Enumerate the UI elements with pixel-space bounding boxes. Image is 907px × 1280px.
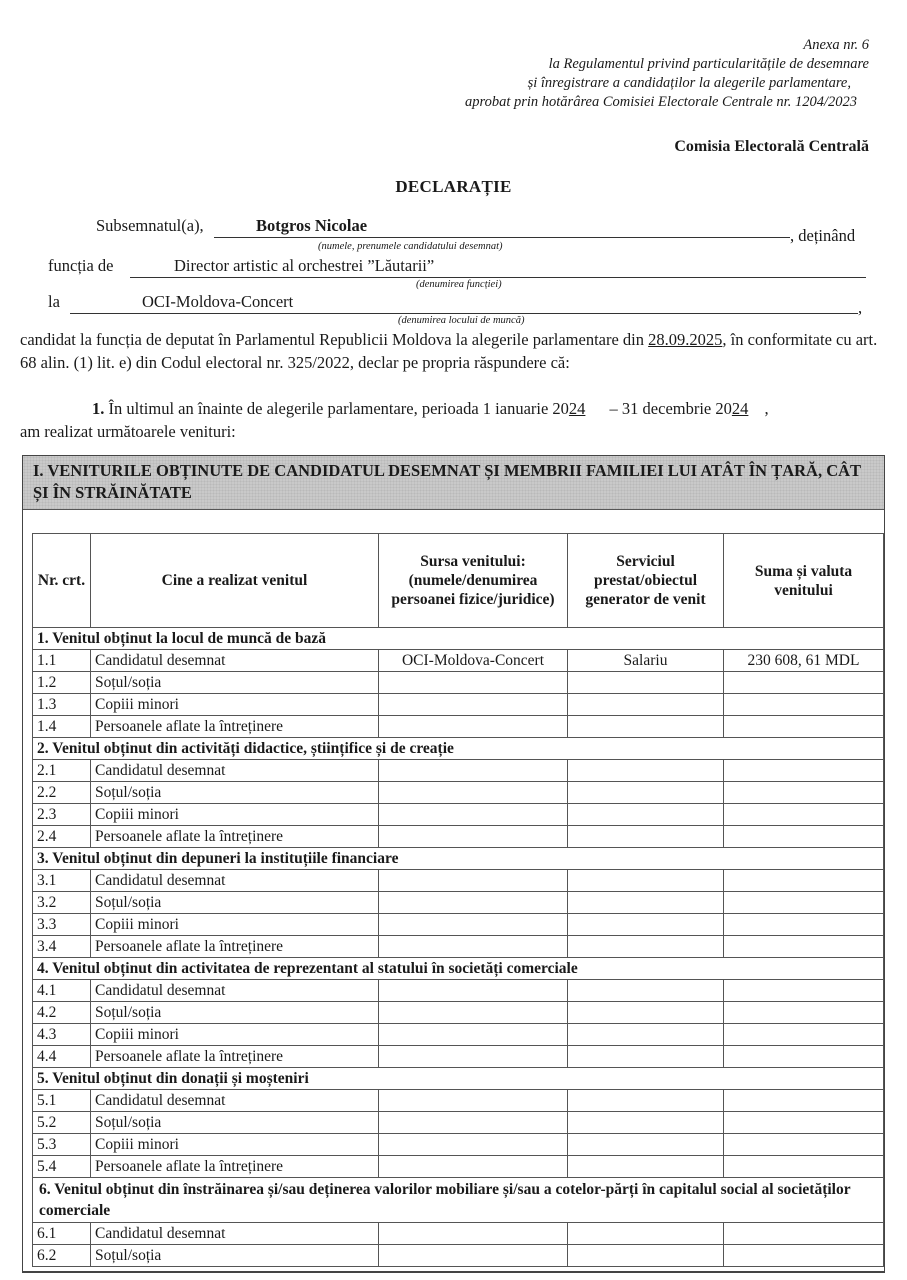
cell-source[interactable]	[379, 1024, 568, 1046]
income-section-title: I. VENITURILE OBȚINUTE DE CANDIDATUL DESEMNAT ȘI MEMBRII FAMILIEI LUI ATÂT ÎN ȚARĂ, CÂT ȘI ÎN STRĂINĂTATE	[23, 456, 884, 510]
cell-amount[interactable]	[724, 936, 884, 958]
row-number: 2.3	[33, 804, 91, 826]
cell-source[interactable]	[379, 804, 568, 826]
cell-service[interactable]	[568, 1090, 724, 1112]
name-suffix: , deținând	[790, 226, 856, 245]
row-number: 4.4	[33, 1046, 91, 1068]
cell-source[interactable]	[379, 1223, 568, 1245]
col-header-amount: Suma și valuta venitului	[724, 534, 884, 628]
row-who: Persoanele aflate la întreținere	[91, 936, 379, 958]
cell-amount[interactable]	[724, 870, 884, 892]
row-who: Candidatul desemnat	[91, 1090, 379, 1112]
row-number: 5.4	[33, 1156, 91, 1178]
annex-regulation-cont: și înregistrare a candidaților la alegerile parlamentare,	[527, 75, 851, 91]
cell-source[interactable]	[379, 1112, 568, 1134]
col-header-service: Serviciul prestat/obiectul generator de venit	[568, 534, 724, 628]
cell-service[interactable]	[568, 826, 724, 848]
cell-amount[interactable]	[724, 672, 884, 694]
row-who: Soțul/soția	[91, 892, 379, 914]
row-who: Candidatul desemnat	[91, 1223, 379, 1245]
cell-service[interactable]	[568, 980, 724, 1002]
statement-text-1: candidat la funcția de deputat în Parlamentul Republicii Moldova la alegerile parlamentare din	[20, 330, 649, 349]
row-number: 3.3	[33, 914, 91, 936]
annex-header	[465, 36, 869, 112]
workplace-suffix: ,	[858, 298, 863, 317]
section-row	[33, 1178, 884, 1223]
row-number: 3.1	[33, 870, 91, 892]
table-row	[33, 782, 884, 804]
cell-amount[interactable]	[724, 1134, 884, 1156]
workplace-hint: (denumirea locului de muncă)	[398, 315, 525, 326]
table-row	[33, 1046, 884, 1068]
point-number: 1.	[92, 399, 105, 418]
cell-amount[interactable]	[724, 914, 884, 936]
recipient: Comisia Electorală Centrală	[674, 138, 869, 155]
cell-source[interactable]	[379, 892, 568, 914]
statement-paragraph	[20, 328, 886, 374]
cell-service[interactable]	[568, 1156, 724, 1178]
row-who: Persoanele aflate la întreținere	[91, 1046, 379, 1068]
election-date: 28.09.2025	[648, 330, 723, 349]
row-who: Soțul/soția	[91, 1002, 379, 1024]
row-number: 1.1	[33, 650, 91, 672]
row-who: Copiii minori	[91, 1024, 379, 1046]
document-title: DECLARAȚIE	[395, 177, 512, 196]
income-table	[32, 533, 884, 1267]
cell-service[interactable]	[568, 1046, 724, 1068]
name-hint: (numele, prenumele candidatului desemnat)	[318, 241, 503, 252]
functia-hint: (denumirea funcției)	[416, 279, 502, 290]
row-who: Persoanele aflate la întreținere	[91, 1156, 379, 1178]
section-row	[33, 958, 884, 980]
section-row	[33, 1068, 884, 1090]
table-row	[33, 936, 884, 958]
row-number: 1.3	[33, 694, 91, 716]
row-number: 6.2	[33, 1245, 91, 1267]
cell-amount[interactable]: 230 608, 61 MDL	[724, 650, 884, 672]
cell-amount[interactable]	[724, 1024, 884, 1046]
table-row	[33, 1090, 884, 1112]
la-label: la	[48, 292, 60, 311]
cell-source[interactable]	[379, 694, 568, 716]
cell-service[interactable]	[568, 716, 724, 738]
table-row	[33, 980, 884, 1002]
table-row	[33, 1002, 884, 1024]
section-title: 6. Venitul obținut din înstrăinarea și/sau deținerea valorilor mobiliare și/sau a cotelor-părți în capitalul social al societăților comerciale	[33, 1178, 884, 1223]
cell-service[interactable]	[568, 1223, 724, 1245]
cell-service[interactable]	[568, 936, 724, 958]
row-who: Copiii minori	[91, 694, 379, 716]
table-row	[33, 1156, 884, 1178]
cell-service[interactable]	[568, 672, 724, 694]
row-who: Candidatul desemnat	[91, 760, 379, 782]
subsemnatul-label: Subsemnatul(a),	[96, 216, 204, 235]
cell-source[interactable]	[379, 1134, 568, 1156]
cell-service[interactable]	[568, 1134, 724, 1156]
section-row	[33, 628, 884, 650]
point-1-text-a: În ultimul an înainte de alegerile parlamentare, perioada 1 ianuarie 20	[104, 399, 569, 418]
cell-service[interactable]: Salariu	[568, 650, 724, 672]
cell-amount[interactable]	[724, 716, 884, 738]
cell-amount[interactable]	[724, 1156, 884, 1178]
functia-label: funcția de	[48, 256, 114, 275]
row-who: Candidatul desemnat	[91, 650, 379, 672]
section-title: 5. Venitul obținut din donații și moșteniri	[33, 1068, 884, 1090]
row-who: Soțul/soția	[91, 782, 379, 804]
table-row	[33, 672, 884, 694]
cell-amount[interactable]	[724, 760, 884, 782]
row-number: 1.2	[33, 672, 91, 694]
section-title: 4. Venitul obținut din activitatea de reprezentant al statului în societăți comerciale	[33, 958, 884, 980]
row-number: 5.1	[33, 1090, 91, 1112]
col-header-nr: Nr. crt.	[33, 534, 91, 628]
cell-amount[interactable]	[724, 804, 884, 826]
table-row	[33, 1223, 884, 1245]
cell-amount[interactable]	[724, 826, 884, 848]
row-number: 5.3	[33, 1134, 91, 1156]
table-header-row	[33, 534, 884, 628]
cell-source[interactable]	[379, 1046, 568, 1068]
table-row	[33, 1134, 884, 1156]
functia-field[interactable]: Director artistic al orchestrei ”Lăutarii”	[174, 256, 435, 275]
point-1-text-d: am realizat următoarele venituri:	[20, 422, 236, 441]
cell-source[interactable]	[379, 760, 568, 782]
table-row	[33, 1024, 884, 1046]
row-who: Soțul/soția	[91, 1112, 379, 1134]
point-1-text-c: ,	[760, 399, 769, 418]
row-number: 5.2	[33, 1112, 91, 1134]
row-who: Persoanele aflate la întreținere	[91, 826, 379, 848]
row-number: 4.2	[33, 1002, 91, 1024]
row-number: 2.4	[33, 826, 91, 848]
cell-source[interactable]	[379, 914, 568, 936]
table-row	[33, 826, 884, 848]
cell-source[interactable]	[379, 716, 568, 738]
cell-service[interactable]	[568, 804, 724, 826]
row-who: Copiii minori	[91, 804, 379, 826]
cell-source[interactable]	[379, 782, 568, 804]
cell-service[interactable]	[568, 1245, 724, 1267]
period-end-year[interactable]: 24	[731, 399, 749, 418]
row-number: 4.3	[33, 1024, 91, 1046]
cell-source[interactable]	[379, 672, 568, 694]
cell-amount[interactable]	[724, 1090, 884, 1112]
cell-source[interactable]	[379, 870, 568, 892]
table-row	[33, 1245, 884, 1267]
cell-service[interactable]	[568, 782, 724, 804]
col-header-source: Sursa venitului: (numele/denumirea persoanei fizice/juridice)	[379, 534, 568, 628]
row-number: 2.2	[33, 782, 91, 804]
cell-service[interactable]	[568, 870, 724, 892]
cell-amount[interactable]	[724, 1002, 884, 1024]
table-row	[33, 892, 884, 914]
cell-amount[interactable]	[724, 1046, 884, 1068]
cell-service[interactable]	[568, 1002, 724, 1024]
cell-service[interactable]	[568, 694, 724, 716]
cell-source[interactable]	[379, 1156, 568, 1178]
cell-amount[interactable]	[724, 1245, 884, 1267]
row-number: 6.1	[33, 1223, 91, 1245]
cell-amount[interactable]	[724, 1112, 884, 1134]
point-1-paragraph	[20, 397, 886, 443]
table-row	[33, 914, 884, 936]
workplace-field[interactable]: OCI-Moldova-Concert	[142, 292, 294, 311]
section-title: 3. Venitul obținut din depuneri la instituțiile financiare	[33, 848, 884, 870]
cell-source[interactable]	[379, 1090, 568, 1112]
row-number: 1.4	[33, 716, 91, 738]
cell-source[interactable]	[379, 826, 568, 848]
row-number: 3.4	[33, 936, 91, 958]
cell-source[interactable]	[379, 980, 568, 1002]
cell-source[interactable]	[379, 1245, 568, 1267]
table-row	[33, 760, 884, 782]
name-field[interactable]: Botgros Nicolae	[256, 216, 368, 235]
table-row	[33, 804, 884, 826]
row-number: 3.2	[33, 892, 91, 914]
col-header-who: Cine a realizat venitul	[91, 534, 379, 628]
annex-number: Anexa nr. 6	[803, 37, 869, 53]
row-who: Candidatul desemnat	[91, 870, 379, 892]
statement-text-2: , în conformitate cu art. 68 alin. (1) lit. e) din Codul electoral nr. 325/2022, declar pe propria răspundere că:	[20, 330, 878, 372]
row-number: 2.1	[33, 760, 91, 782]
period-start-year[interactable]: 24	[568, 399, 586, 418]
table-row	[33, 870, 884, 892]
row-who: Copiii minori	[91, 1134, 379, 1156]
cell-amount[interactable]	[724, 782, 884, 804]
section-row	[33, 848, 884, 870]
cell-service[interactable]	[568, 914, 724, 936]
row-who: Persoanele aflate la întreținere	[91, 716, 379, 738]
annex-regulation: la Regulamentul privind particularitățile de desemnare	[548, 56, 869, 72]
cell-service[interactable]	[568, 1024, 724, 1046]
cell-amount[interactable]	[724, 1223, 884, 1245]
row-who: Soțul/soția	[91, 672, 379, 694]
point-1-text-b: – 31 decembrie 20	[605, 399, 732, 418]
cell-source[interactable]	[379, 936, 568, 958]
cell-amount[interactable]	[724, 892, 884, 914]
section-title: 1. Venitul obținut la locul de muncă de bază	[33, 628, 884, 650]
row-who: Candidatul desemnat	[91, 980, 379, 1002]
cell-source[interactable]: OCI-Moldova-Concert	[379, 650, 568, 672]
table-row	[33, 1112, 884, 1134]
table-row	[33, 716, 884, 738]
annex-approval: aprobat prin hotărârea Comisiei Electorale Centrale nr. 1204/2023	[464, 94, 857, 110]
row-who: Soțul/soția	[91, 1245, 379, 1267]
row-who: Copiii minori	[91, 914, 379, 936]
table-row	[33, 650, 884, 672]
cell-service[interactable]	[568, 892, 724, 914]
section-row	[33, 738, 884, 760]
cell-amount[interactable]	[724, 980, 884, 1002]
income-table-body	[33, 628, 884, 1267]
cell-source[interactable]	[379, 1002, 568, 1024]
table-row	[33, 694, 884, 716]
row-number: 4.1	[33, 980, 91, 1002]
section-title: 2. Venitul obținut din activități didactice, științifice și de creație	[33, 738, 884, 760]
cell-amount[interactable]	[724, 694, 884, 716]
cell-service[interactable]	[568, 760, 724, 782]
cell-service[interactable]	[568, 1112, 724, 1134]
